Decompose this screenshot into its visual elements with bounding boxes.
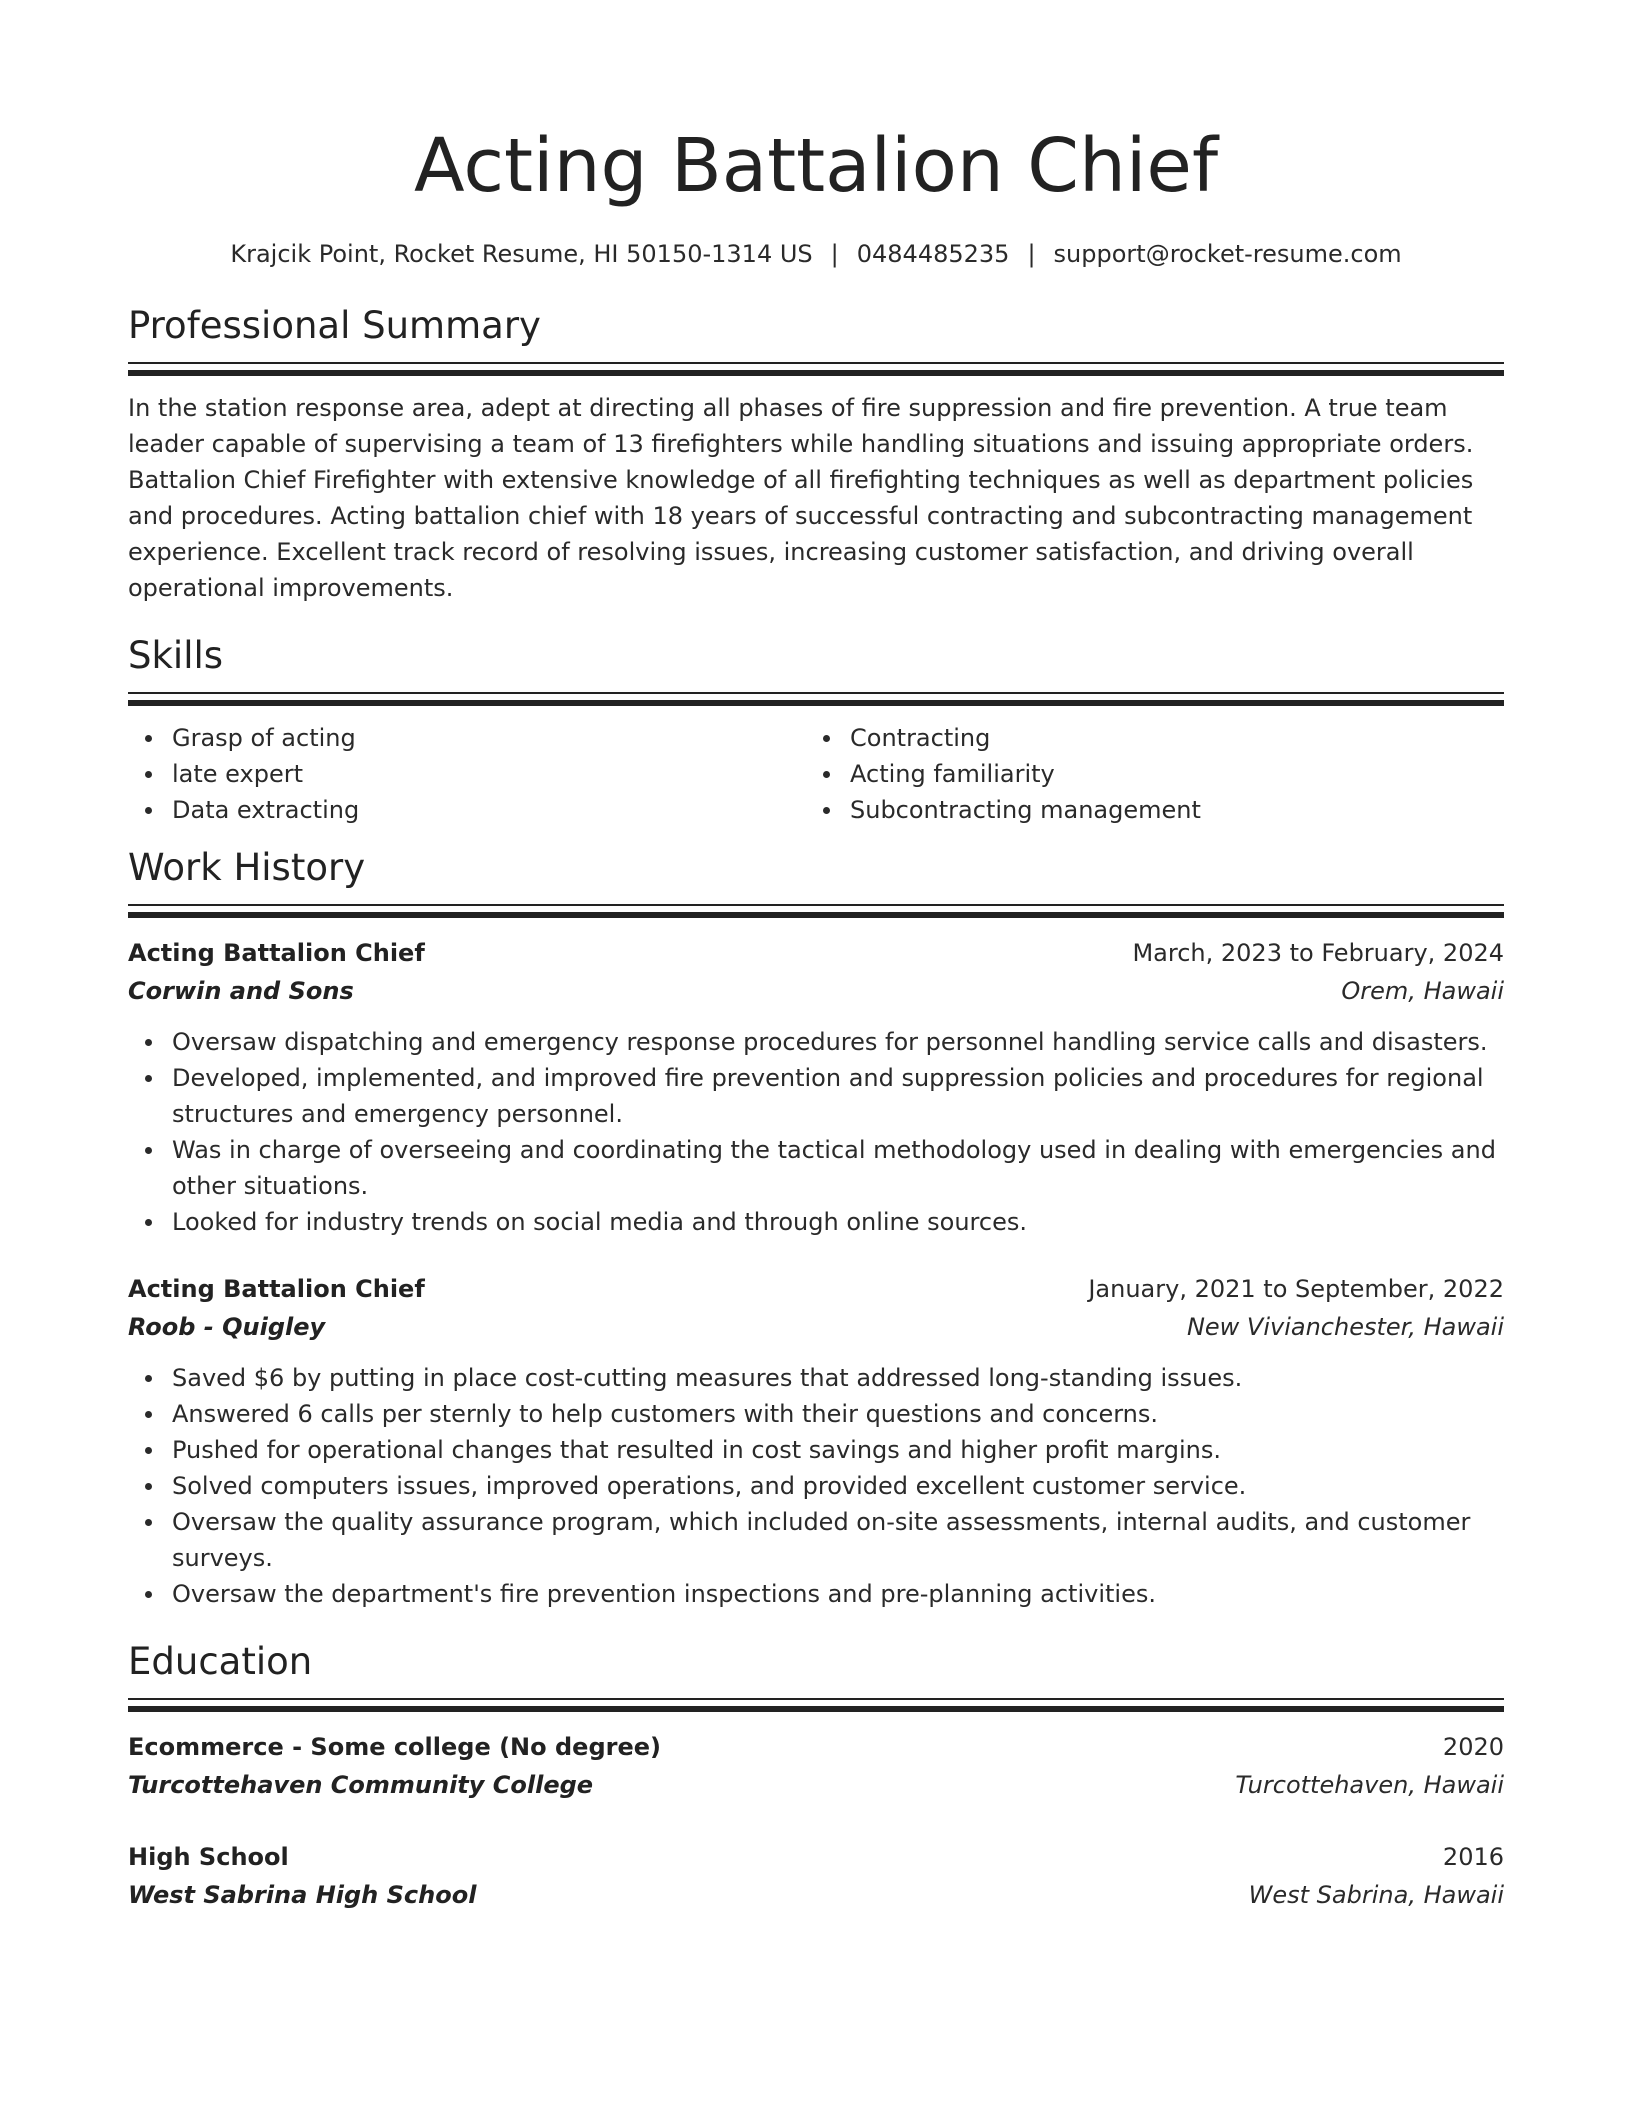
education-school: Turcottehaven Community College	[128, 1771, 594, 1799]
job-dates: March, 2023 to February, 2024	[1132, 939, 1504, 967]
job-subheader	[128, 1308, 1504, 1346]
job-bullet: Oversaw dispatching and emergency response procedures for personnel handling service calls and disasters.	[128, 1024, 1504, 1060]
education-header	[128, 1838, 1504, 1876]
job-bullet: Developed, implemented, and improved fire prevention and suppression policies and procedures for regional structures and emergency personnel.	[128, 1060, 1504, 1132]
job-bullet: Was in charge of overseeing and coordinating the tactical methodology used in dealing with emergencies and other situations.	[128, 1132, 1504, 1204]
resume-name: Acting Battalion Chief	[414, 123, 1218, 209]
job-bullet: Looked for industry trends on social media and through online sources.	[128, 1204, 1504, 1240]
section-title-education: Education	[128, 1640, 313, 1683]
education-degree: High School	[128, 1843, 289, 1871]
contact-address: Krajcik Point, Rocket Resume, HI 50150-1314 US	[230, 240, 813, 268]
skill-item: Subcontracting management	[806, 792, 1484, 828]
skill-item: late expert	[128, 756, 806, 792]
contact-email[interactable]: support@rocket-resume.com	[1053, 240, 1402, 268]
education-year: 2020	[1442, 1733, 1504, 1761]
summary-section	[128, 304, 1504, 606]
education-section	[128, 1640, 1504, 1914]
skill-item: Contracting	[806, 720, 1484, 756]
skill-item: Data extracting	[128, 792, 806, 828]
job-bullet: Pushed for operational changes that resulted in cost savings and higher profit margins.	[128, 1432, 1504, 1468]
education-entry	[128, 1838, 1504, 1914]
job-title: Acting Battalion Chief	[128, 939, 425, 967]
job-bullets	[128, 1360, 1504, 1612]
education-school: West Sabrina High School	[128, 1881, 477, 1909]
education-entry	[128, 1728, 1504, 1804]
resume-page	[128, 0, 1504, 1914]
education-location: West Sabrina, Hawaii	[1248, 1881, 1504, 1909]
work-section	[128, 846, 1504, 1612]
job-location: Orem, Hawaii	[1341, 977, 1504, 1005]
job-dates: January, 2021 to September, 2022	[1088, 1275, 1504, 1303]
job-entry	[128, 1270, 1504, 1612]
job-bullet: Answered 6 calls per sternly to help customers with their questions and concerns.	[128, 1396, 1504, 1432]
section-title-summary: Professional Summary	[128, 304, 541, 347]
education-subheader	[128, 1876, 1504, 1914]
education-year: 2016	[1442, 1843, 1504, 1871]
section-divider	[128, 1698, 1504, 1712]
job-entry	[128, 934, 1504, 1240]
section-divider	[128, 904, 1504, 918]
job-subheader	[128, 972, 1504, 1010]
job-bullet: Solved computers issues, improved operations, and provided excellent customer service.	[128, 1468, 1504, 1504]
contact-line	[128, 238, 1504, 270]
contact-separator: |	[1027, 240, 1036, 268]
job-company: Roob - Quigley	[128, 1313, 326, 1341]
skills-list-left	[128, 720, 806, 828]
skill-item: Acting familiarity	[806, 756, 1484, 792]
job-bullet: Oversaw the quality assurance program, which included on-site assessments, internal audits, and customer surveys.	[128, 1504, 1504, 1576]
section-divider	[128, 362, 1504, 376]
job-bullet: Saved $6 by putting in place cost-cutting measures that addressed long-standing issues.	[128, 1360, 1504, 1396]
skill-item: Grasp of acting	[128, 720, 806, 756]
job-bullets	[128, 1024, 1504, 1240]
summary-text: In the station response area, adept at directing all phases of fire suppression and fire prevention. A true team leader capable of supervising a team of 13 firefighters while handling situations and issuing appropriate orders. Battalion Chief Firefighter with extensive knowledge of all firefighting techniques as well as department policies and procedures. Acting battalion chief with 18 years of successful contracting and subcontracting management experience. Excellent track record of resolving issues, increasing customer satisfaction, and driving overall operational improvements.	[128, 394, 1474, 602]
section-title-skills: Skills	[128, 634, 224, 677]
education-subheader	[128, 1766, 1504, 1804]
job-title: Acting Battalion Chief	[128, 1275, 425, 1303]
section-divider	[128, 692, 1504, 706]
skills-list-right	[806, 720, 1484, 828]
skills-section	[128, 634, 1504, 828]
job-bullet: Oversaw the department's fire prevention inspections and pre-planning activities.	[128, 1576, 1504, 1612]
section-title-work: Work History	[128, 846, 366, 889]
job-header	[128, 934, 1504, 972]
job-header	[128, 1270, 1504, 1308]
job-company: Corwin and Sons	[128, 977, 354, 1005]
education-header	[128, 1728, 1504, 1766]
skills-grid	[128, 720, 1504, 828]
education-location: Turcottehaven, Hawaii	[1235, 1771, 1504, 1799]
contact-separator: |	[830, 240, 839, 268]
job-location: New Vivianchester, Hawaii	[1186, 1313, 1504, 1341]
education-degree: Ecommerce - Some college (No degree)	[128, 1733, 661, 1761]
contact-phone: 0484485235	[856, 240, 1010, 268]
